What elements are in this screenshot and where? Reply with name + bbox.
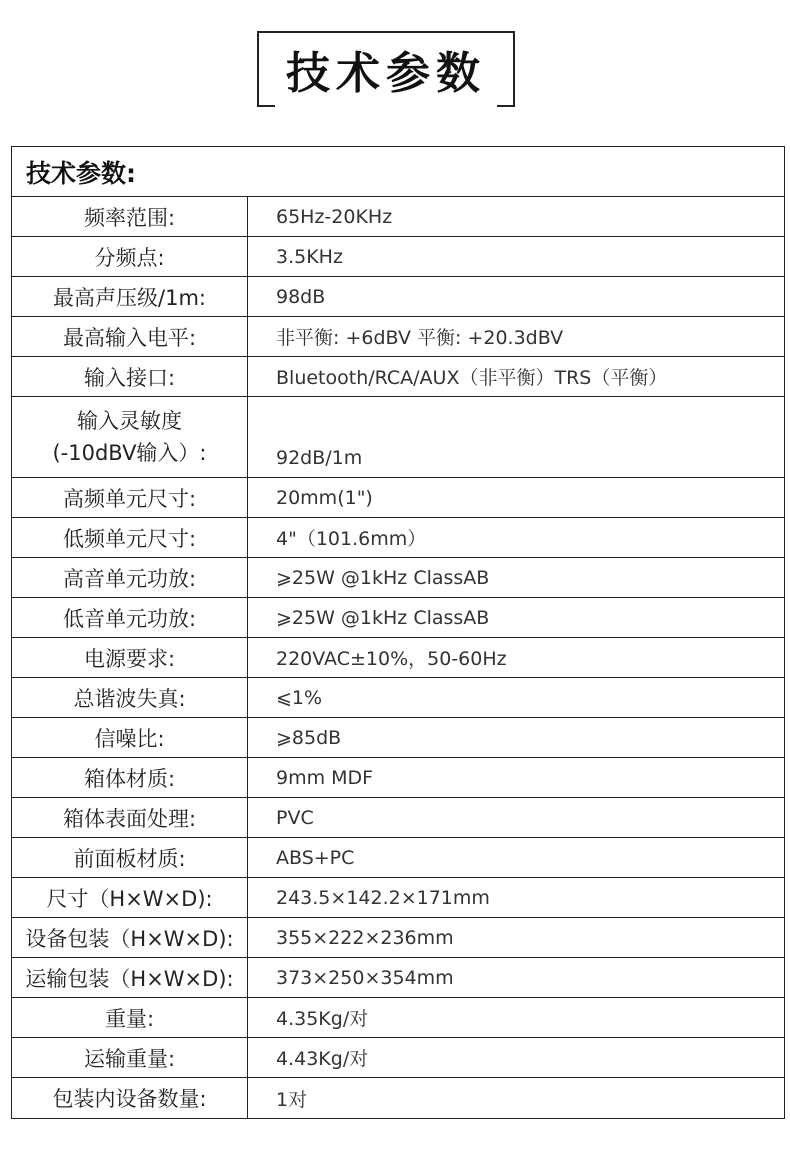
table-row-input-sensitivity bbox=[12, 397, 784, 478]
page-title: 技术参数 bbox=[286, 48, 486, 99]
row-value: 4.43Kg/对 bbox=[276, 1048, 369, 1070]
row-value: ⩽1% bbox=[276, 686, 323, 709]
table-row-max-input-level bbox=[12, 317, 784, 357]
table-row-lf-unit-size bbox=[12, 518, 784, 558]
row-label: 前面板材质: bbox=[12, 838, 248, 877]
row-label: 最高声压级/1m: bbox=[12, 277, 248, 316]
row-value: 355×222×236mm bbox=[276, 926, 454, 949]
table-row-device-package bbox=[12, 918, 784, 958]
row-value: ⩾25W @1kHz ClassAB bbox=[276, 566, 490, 589]
row-label: 高频单元尺寸: bbox=[12, 478, 248, 517]
row-label: 分频点: bbox=[12, 237, 248, 276]
table-row-shipping-package bbox=[12, 958, 784, 998]
row-value: 20mm(1") bbox=[276, 486, 373, 509]
row-label: 箱体材质: bbox=[12, 758, 248, 797]
spec-table bbox=[11, 146, 785, 1119]
row-value: 65Hz-20KHz bbox=[276, 205, 393, 228]
row-label: 低音单元功放: bbox=[12, 598, 248, 637]
table-row-cabinet-material bbox=[12, 758, 784, 798]
row-value: ⩾25W @1kHz ClassAB bbox=[276, 606, 490, 629]
page-title-box bbox=[257, 31, 515, 107]
table-row-units-per-package bbox=[12, 1078, 784, 1118]
row-value: 1对 bbox=[276, 1088, 308, 1111]
row-value: 220VAC±10%，50-60Hz bbox=[276, 648, 507, 670]
row-value: 4.35Kg/对 bbox=[276, 1008, 369, 1030]
row-value: 98dB bbox=[276, 285, 326, 308]
row-value: 92dB/1m bbox=[276, 447, 363, 469]
row-label: 包装内设备数量: bbox=[12, 1078, 248, 1118]
table-row-power-requirement bbox=[12, 638, 784, 678]
table-row-dimensions bbox=[12, 878, 784, 918]
table-row-thd bbox=[12, 678, 784, 718]
row-label: 低频单元尺寸: bbox=[12, 518, 248, 557]
table-row-max-spl bbox=[12, 277, 784, 317]
row-label: 运输重量: bbox=[12, 1038, 248, 1077]
table-row-woofer-amp bbox=[12, 598, 784, 638]
row-label: 总谐波失真: bbox=[12, 678, 248, 717]
row-value: 9mm MDF bbox=[276, 766, 374, 789]
row-label: 信噪比: bbox=[12, 718, 248, 757]
table-row-frequency-range bbox=[12, 197, 784, 237]
table-row-cabinet-finish bbox=[12, 798, 784, 838]
table-row-crossover bbox=[12, 237, 784, 277]
row-value: 243.5×142.2×171mm bbox=[276, 886, 490, 909]
row-label: 运输包装（H×W×D): bbox=[12, 958, 248, 997]
row-label-line-2: (-10dBV输入）: bbox=[52, 441, 207, 465]
row-label: 重量: bbox=[12, 998, 248, 1037]
row-value: PVC bbox=[276, 806, 314, 829]
row-value: ABS+PC bbox=[276, 846, 355, 869]
table-row-shipping-weight bbox=[12, 1038, 784, 1078]
row-label-line-1: 输入灵敏度 bbox=[77, 409, 182, 433]
row-label: 频率范围: bbox=[12, 197, 248, 236]
table-header: 技术参数: bbox=[12, 147, 784, 197]
table-row-hf-unit-size bbox=[12, 478, 784, 518]
table-row-front-panel-material bbox=[12, 838, 784, 878]
table-row-input-interface bbox=[12, 357, 784, 397]
row-value: 非平衡: +6dBV 平衡: +20.3dBV bbox=[276, 327, 564, 349]
table-row-tweeter-amp bbox=[12, 558, 784, 598]
row-label: 箱体表面处理: bbox=[12, 798, 248, 837]
row-label: 尺寸（H×W×D): bbox=[12, 878, 248, 917]
row-label: 电源要求: bbox=[12, 638, 248, 677]
table-row-snr bbox=[12, 718, 784, 758]
row-label: 高音单元功放: bbox=[12, 558, 248, 597]
row-label: 输入接口: bbox=[12, 357, 248, 396]
row-label: 设备包装（H×W×D): bbox=[12, 918, 248, 957]
row-label: 最高输入电平: bbox=[12, 317, 248, 356]
row-value: ⩾85dB bbox=[276, 726, 342, 749]
row-value: 4"（101.6mm） bbox=[276, 528, 427, 550]
row-label bbox=[12, 397, 248, 477]
row-value: Bluetooth/RCA/AUX（非平衡）TRS（平衡） bbox=[276, 367, 668, 389]
row-value: 373×250×354mm bbox=[276, 966, 454, 989]
row-value: 3.5KHz bbox=[276, 245, 343, 268]
table-row-weight bbox=[12, 998, 784, 1038]
